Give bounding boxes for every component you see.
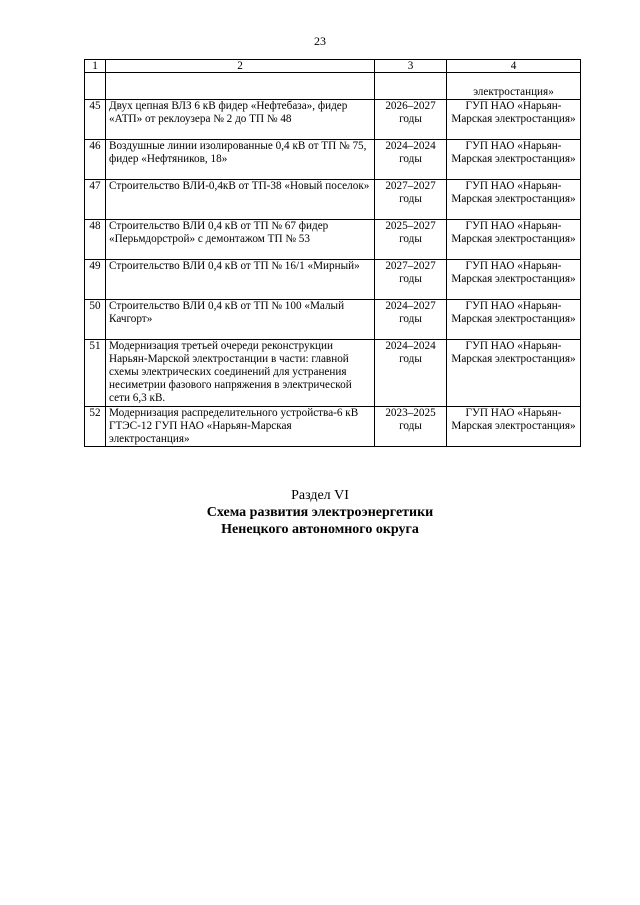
- cell-num: 47: [85, 180, 106, 220]
- cell-name: Строительство ВЛИ 0,4 кВ от ТП № 16/1 «Мирный»: [106, 260, 375, 300]
- header-col-4: 4: [447, 60, 581, 73]
- cell-org: ГУП НАО «Нарьян-Марская электростанция»: [447, 260, 581, 300]
- cell-years: 2025–2027 годы: [375, 220, 447, 260]
- cell-years: 2026–2027 годы: [375, 100, 447, 140]
- table-row: [85, 300, 581, 340]
- cell-org-text: электростанция»: [473, 86, 554, 98]
- cell-name: [106, 73, 375, 100]
- section-title-line-1: Схема развития электроэнергетики: [206, 505, 434, 520]
- table-row: [85, 220, 581, 260]
- page-number: 23: [314, 34, 326, 48]
- header-col-1: 1: [85, 60, 106, 73]
- cell-org: ГУП НАО «Нарьян-Марская электростанция»: [447, 220, 581, 260]
- header-col-2: 2: [106, 60, 375, 73]
- cell-name: Двух цепная ВЛЗ 6 кВ фидер «Нефтебаза», фидер «АТП» от реклоузера № 2 до ТП № 48: [106, 100, 375, 140]
- section-title-line-2: Ненецкого автономного округа: [221, 522, 419, 537]
- cell-num: 46: [85, 140, 106, 180]
- cell-name: Строительство ВЛИ 0,4 кВ от ТП № 100 «Малый Качгорт»: [106, 300, 375, 340]
- table-row-continuation: [85, 73, 581, 100]
- cell-years: 2024–2027 годы: [375, 300, 447, 340]
- cell-org: [447, 73, 581, 100]
- table-header-row: [85, 60, 581, 73]
- cell-name: Модернизация третьей очереди реконструкции Нарьян-Марской электростанции в части: главной схемы электрических соединений для устранения несиметрии фазового напряжения в электрической сети 6,3 кВ.: [106, 340, 375, 407]
- cell-years: 2023–2025 годы: [375, 407, 447, 447]
- cell-num: 50: [85, 300, 106, 340]
- cell-years: 2024–2024 годы: [375, 340, 447, 407]
- cell-name: Модернизация распределительного устройства-6 кВ ГТЭС-12 ГУП НАО «Нарьян-Марская электростанция»: [106, 407, 375, 447]
- table-row: [85, 407, 581, 447]
- cell-name: Строительство ВЛИ 0,4 кВ от ТП № 67 фидер «Перьмдорстрой» с демонтажом ТП № 53: [106, 220, 375, 260]
- section-heading: [0, 487, 640, 538]
- table-row: [85, 140, 581, 180]
- cell-org: ГУП НАО «Нарьян-Марская электростанция»: [447, 140, 581, 180]
- cell-num: 49: [85, 260, 106, 300]
- section-part-label: Раздел VI: [291, 488, 349, 503]
- table-row: [85, 340, 581, 407]
- cell-name: Воздушные линии изолированные 0,4 кВ от ТП № 75, фидер «Нефтяников, 18»: [106, 140, 375, 180]
- cell-org: ГУП НАО «Нарьян-Марская электростанция»: [447, 340, 581, 407]
- table-row: [85, 180, 581, 220]
- table-row: [85, 100, 581, 140]
- cell-org: ГУП НАО «Нарьян-Марская электростанция»: [447, 100, 581, 140]
- cell-org: ГУП НАО «Нарьян-Марская электростанция»: [447, 300, 581, 340]
- cell-years: [375, 73, 447, 100]
- cell-num: 45: [85, 100, 106, 140]
- cell-years: 2024–2024 годы: [375, 140, 447, 180]
- cell-num: [85, 73, 106, 100]
- table-row: [85, 260, 581, 300]
- cell-org: ГУП НАО «Нарьян-Марская электростанция»: [447, 407, 581, 447]
- cell-name: Строительство ВЛИ-0,4кВ от ТП-38 «Новый поселок»: [106, 180, 375, 220]
- cell-num: 51: [85, 340, 106, 407]
- cell-num: 48: [85, 220, 106, 260]
- projects-table: [84, 59, 581, 447]
- cell-years: 2027–2027 годы: [375, 180, 447, 220]
- header-col-3: 3: [375, 60, 447, 73]
- cell-years: 2027–2027 годы: [375, 260, 447, 300]
- cell-org: ГУП НАО «Нарьян-Марская электростанция»: [447, 180, 581, 220]
- cell-num: 52: [85, 407, 106, 447]
